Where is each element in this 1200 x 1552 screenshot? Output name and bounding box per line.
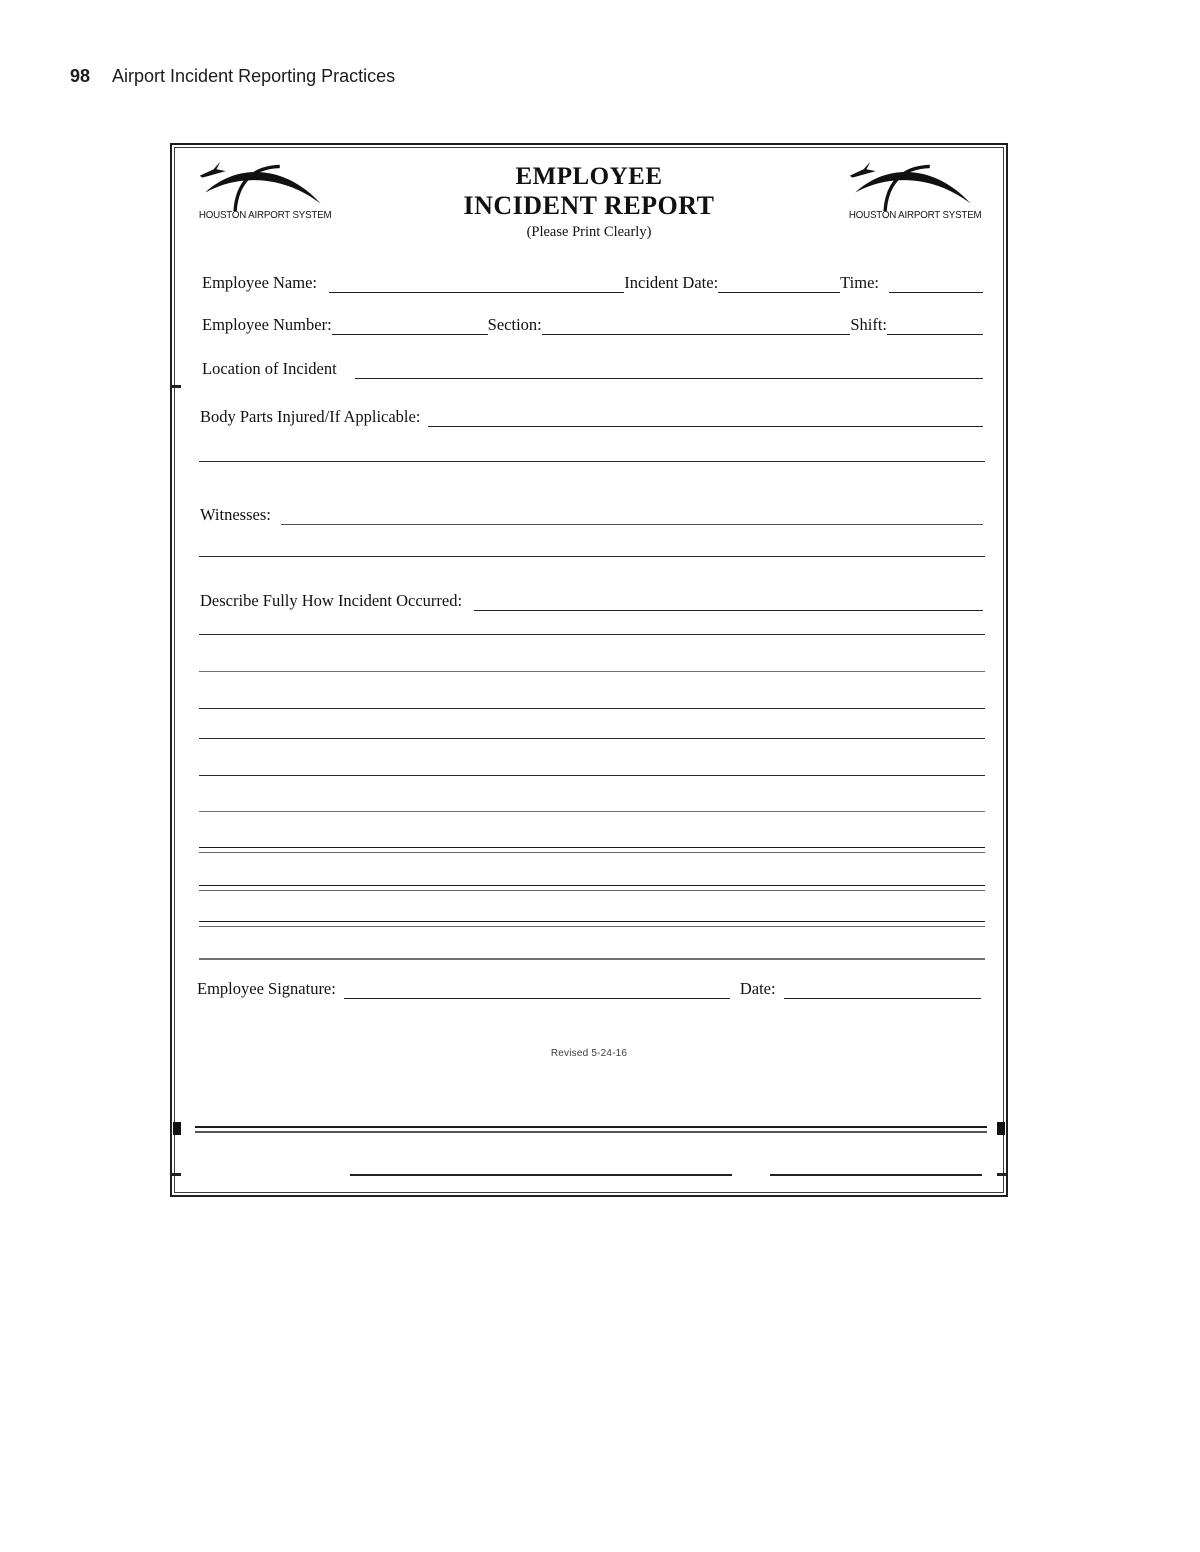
row-describe [200,589,983,611]
double-line-2 [199,885,985,891]
employee-signature-blank-line [344,996,730,999]
signature-date-label: Date: [739,979,776,998]
row-signature [197,977,981,999]
row-body-parts [200,405,983,427]
form-inner-border [174,147,1004,1193]
shift-label: Shift: [850,315,887,334]
writing-line-2 [199,671,985,672]
incident-report-form [170,143,1008,1197]
employee-name-blank-line [329,290,624,293]
incident-date-label: Incident Date: [624,273,719,292]
describe-label: Describe Fully How Incident Occurred: [200,591,463,610]
left-edge-marker [173,1122,181,1135]
location-label: Location of Incident [202,359,337,378]
page-number: 98 [70,66,91,86]
revised-note: Revised 5-24-16 [550,1048,628,1059]
double-line-3 [199,921,985,927]
witnesses-blank-line [281,522,983,525]
location-blank-line [355,376,983,379]
double-line-1 [199,847,985,853]
writing-line-1 [199,634,985,635]
writing-line-3 [199,708,985,709]
page-title: Airport Incident Reporting Practices [112,66,396,86]
body-parts-continuation-line [199,461,985,462]
witnesses-label: Witnesses: [200,505,271,524]
row-employee-name [202,271,983,293]
row-location [202,357,983,379]
logo-caption: HOUSTON AIRPORT SYSTEM [198,209,332,221]
section-label: Section: [487,315,542,334]
left-border-tick-2 [172,1173,181,1176]
writing-line-5 [199,775,985,776]
signature-date-blank-line [784,996,981,999]
time-label: Time: [840,273,879,292]
form-title-line1: EMPLOYEE [515,163,663,190]
employee-number-blank-line [332,332,488,335]
row-witnesses [200,503,983,525]
right-edge-marker [997,1122,1005,1135]
form-subtitle: (Please Print Clearly) [526,224,652,241]
witnesses-continuation-line [199,556,985,557]
writing-line-7 [199,958,985,960]
bottom-short-line-1 [350,1174,732,1176]
employee-name-label: Employee Name: [202,273,318,292]
describe-blank-line [474,608,983,611]
form-title-block [172,163,1006,240]
row-employee-number [202,313,983,335]
body-parts-label: Body Parts Injured/If Applicable: [200,407,421,426]
employee-number-label: Employee Number: [202,315,332,334]
section-blank-line [542,332,851,335]
incident-date-blank-line [718,290,840,293]
shift-blank-line [887,332,983,335]
right-border-tick [997,1173,1006,1176]
writing-line-4 [199,738,985,739]
time-blank-line [889,290,983,293]
employee-signature-label: Employee Signature: [197,979,336,998]
bottom-short-line-2 [770,1174,982,1176]
writing-line-6 [199,811,985,812]
body-parts-blank-line [428,424,983,427]
left-border-tick-1 [172,385,181,388]
logo-caption: HOUSTON AIRPORT SYSTEM [848,209,982,221]
form-title-line2: INCIDENT REPORT [463,191,715,220]
page-header [70,66,395,87]
bottom-separator-line [195,1126,987,1133]
